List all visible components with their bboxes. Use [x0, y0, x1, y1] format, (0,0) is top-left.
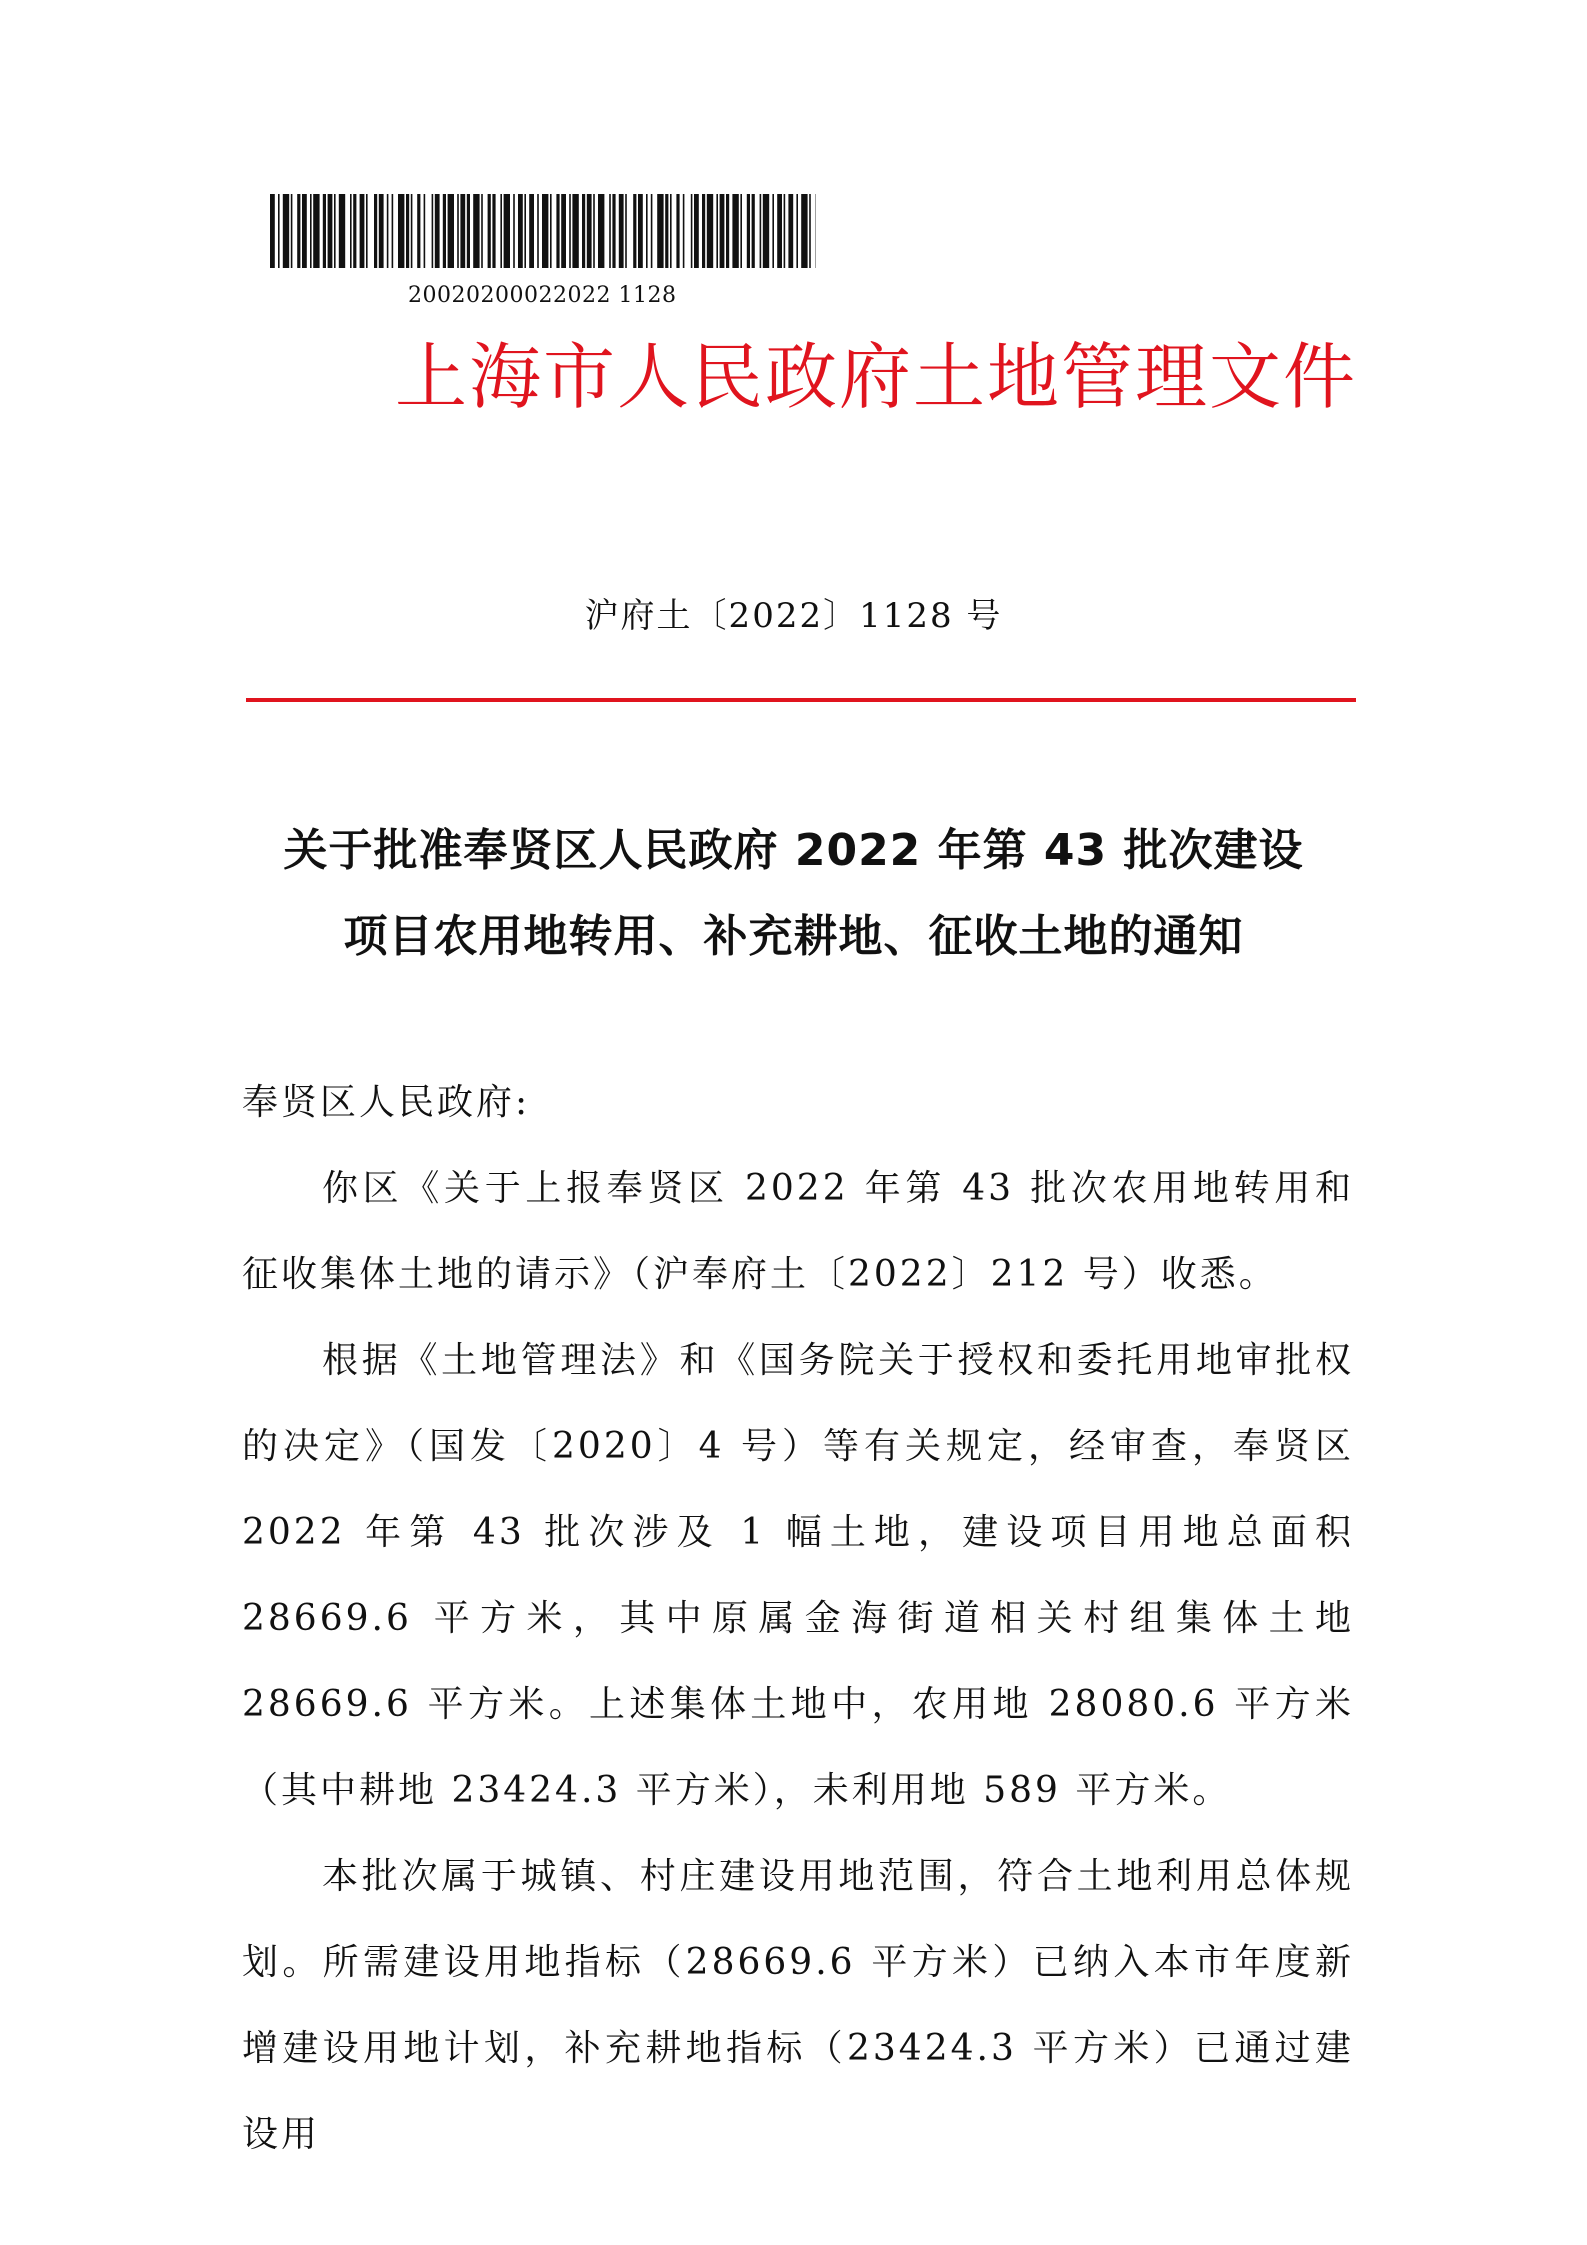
- barcode-bar: [291, 194, 293, 268]
- barcode-bar: [387, 194, 389, 268]
- barcode-bar: [665, 194, 668, 268]
- barcode-bar: [763, 194, 769, 268]
- barcode-bar: [457, 194, 459, 268]
- barcode-bar: [747, 194, 750, 268]
- barcode-bar: [707, 194, 713, 268]
- barcode-bar: [467, 194, 470, 268]
- barcode-bar: [278, 194, 280, 268]
- barcode-bar: [542, 194, 548, 268]
- red-divider: [246, 698, 1356, 702]
- barcode-bar: [432, 194, 434, 268]
- barcode-bar: [417, 194, 420, 268]
- barcode-bar: [732, 194, 738, 268]
- barcode-bar: [353, 194, 356, 268]
- barcode-bar: [513, 194, 515, 268]
- barcode-bar: [460, 194, 465, 268]
- barcode-bar: [556, 194, 559, 268]
- issuer-title: 上海市人民政府土地管理文件: [395, 335, 1358, 419]
- paragraph-3: 本批次属于城镇、村庄建设用地范围，符合土地利用总体规划。所需建设用地指标（28669.6 平方米）已纳入本市年度新增建设用地计划，补充耕地指标（23424.3 平方米）已通过建设用: [242, 1856, 1354, 2155]
- barcode-bar: [529, 194, 534, 268]
- barcode-bar: [492, 194, 495, 268]
- barcode-bar: [676, 194, 679, 268]
- barcode-bar: [328, 194, 333, 268]
- barcode-bar: [350, 194, 352, 268]
- title-line-2: 项目农用地转用、补充耕地、征收土地的通知: [343, 911, 1244, 962]
- barcode-bar: [339, 194, 345, 268]
- barcode-bar: [772, 194, 774, 268]
- barcode-bar: [609, 194, 611, 268]
- barcode-bar: [670, 194, 672, 268]
- barcode-bar: [593, 194, 595, 268]
- barcode-bar: [443, 194, 446, 268]
- barcode-bar: [784, 194, 786, 268]
- barcode-bar: [633, 194, 636, 268]
- barcode-bar: [481, 194, 483, 268]
- barcode-bar: [366, 194, 368, 268]
- barcode-bar: [619, 194, 624, 268]
- barcode-bar: [657, 194, 663, 268]
- barcode-bar: [435, 194, 440, 268]
- paragraph-2: 根据《土地管理法》和《国务院关于授权和委托用地审批权的决定》（国发〔2020〕4 号）等有关规定，经审查，奉贤区 2022 年第 43 批次涉及 1 幅土地，建设项目用地总面积 28669.6 平方米，其中原属金海街道相关村组集体土地 28669.6 平方米。上述集体土地中，农用地 28080.6 平方米（其中耕地 23424.3 平方米），未利用地 589 平方米。: [242, 1340, 1354, 1811]
- barcode-bar: [323, 194, 326, 268]
- document-title: [200, 808, 1387, 980]
- barcode-bar: [796, 194, 798, 268]
- barcode-bar: [524, 194, 526, 268]
- barcode-bar: [504, 194, 510, 268]
- barcode-bar: [598, 194, 604, 268]
- barcode-bar: [411, 194, 413, 268]
- title-line-1: 关于批准奉贤区人民政府 2022 年第 43 批次建设: [283, 825, 1304, 876]
- barcode-bar: [488, 194, 491, 268]
- barcode-bar: [760, 194, 762, 268]
- barcode-bar: [500, 194, 502, 268]
- barcode-bar: [716, 194, 718, 268]
- barcode-bar: [582, 194, 585, 268]
- barcode-bar: [424, 194, 426, 268]
- barcode-bar: [310, 194, 312, 268]
- barcode-bar: [313, 194, 319, 268]
- barcode-bar: [809, 194, 811, 268]
- barcode-bar: [302, 194, 307, 268]
- barcode-bar: [406, 194, 409, 268]
- barcode-bar: [638, 194, 643, 268]
- barcode-bar: [374, 194, 377, 268]
- barcode-bar: [270, 194, 275, 268]
- barcode-bar: [740, 194, 742, 268]
- addressee: 奉贤区人民政府:: [242, 1082, 531, 1123]
- barcode-number: 20020200022022 1128: [408, 283, 677, 308]
- barcode-bar: [726, 194, 729, 268]
- barcode-bar: [360, 194, 365, 268]
- barcode-bar: [537, 194, 539, 268]
- barcode-bar: [398, 194, 404, 268]
- barcode-bar: [297, 194, 300, 268]
- barcode-bar: [801, 194, 807, 268]
- barcode-bar: [518, 194, 523, 268]
- barcode-bar: [550, 194, 552, 268]
- document-number: 沪府土〔2022〕1128 号: [584, 596, 1003, 636]
- barcode-bar: [569, 194, 571, 268]
- barcode-bar: [691, 194, 693, 268]
- barcode-bar: [651, 194, 653, 268]
- barcode-bar: [612, 194, 615, 268]
- barcode-bar: [683, 194, 685, 268]
- paragraph-1: 你区《关于上报奉贤区 2022 年第 43 批次农用地转用和征收集体土地的请示》（沪奉府土〔2022〕212 号）收悉。: [242, 1168, 1354, 1295]
- document-body: [242, 1060, 1354, 2178]
- barcode-bar: [788, 194, 793, 268]
- barcode-bar: [720, 194, 725, 268]
- barcode-bar: [752, 194, 755, 268]
- barcode-bar: [777, 194, 782, 268]
- barcode-bar: [283, 194, 289, 268]
- barcode-bar: [473, 194, 479, 268]
- barcode-bar: [702, 194, 705, 268]
- barcode-bar: [572, 194, 578, 268]
- barcode-bar: [587, 194, 592, 268]
- barcode-bar: [392, 194, 394, 268]
- barcode-bar: [334, 194, 336, 268]
- barcode-bar: [561, 194, 566, 268]
- barcode-bar: [646, 194, 648, 268]
- barcode-bar: [379, 194, 384, 268]
- barcode-bar: [694, 194, 699, 268]
- barcode-bar: [448, 194, 454, 268]
- barcode: [270, 194, 816, 268]
- barcode-bar: [625, 194, 627, 268]
